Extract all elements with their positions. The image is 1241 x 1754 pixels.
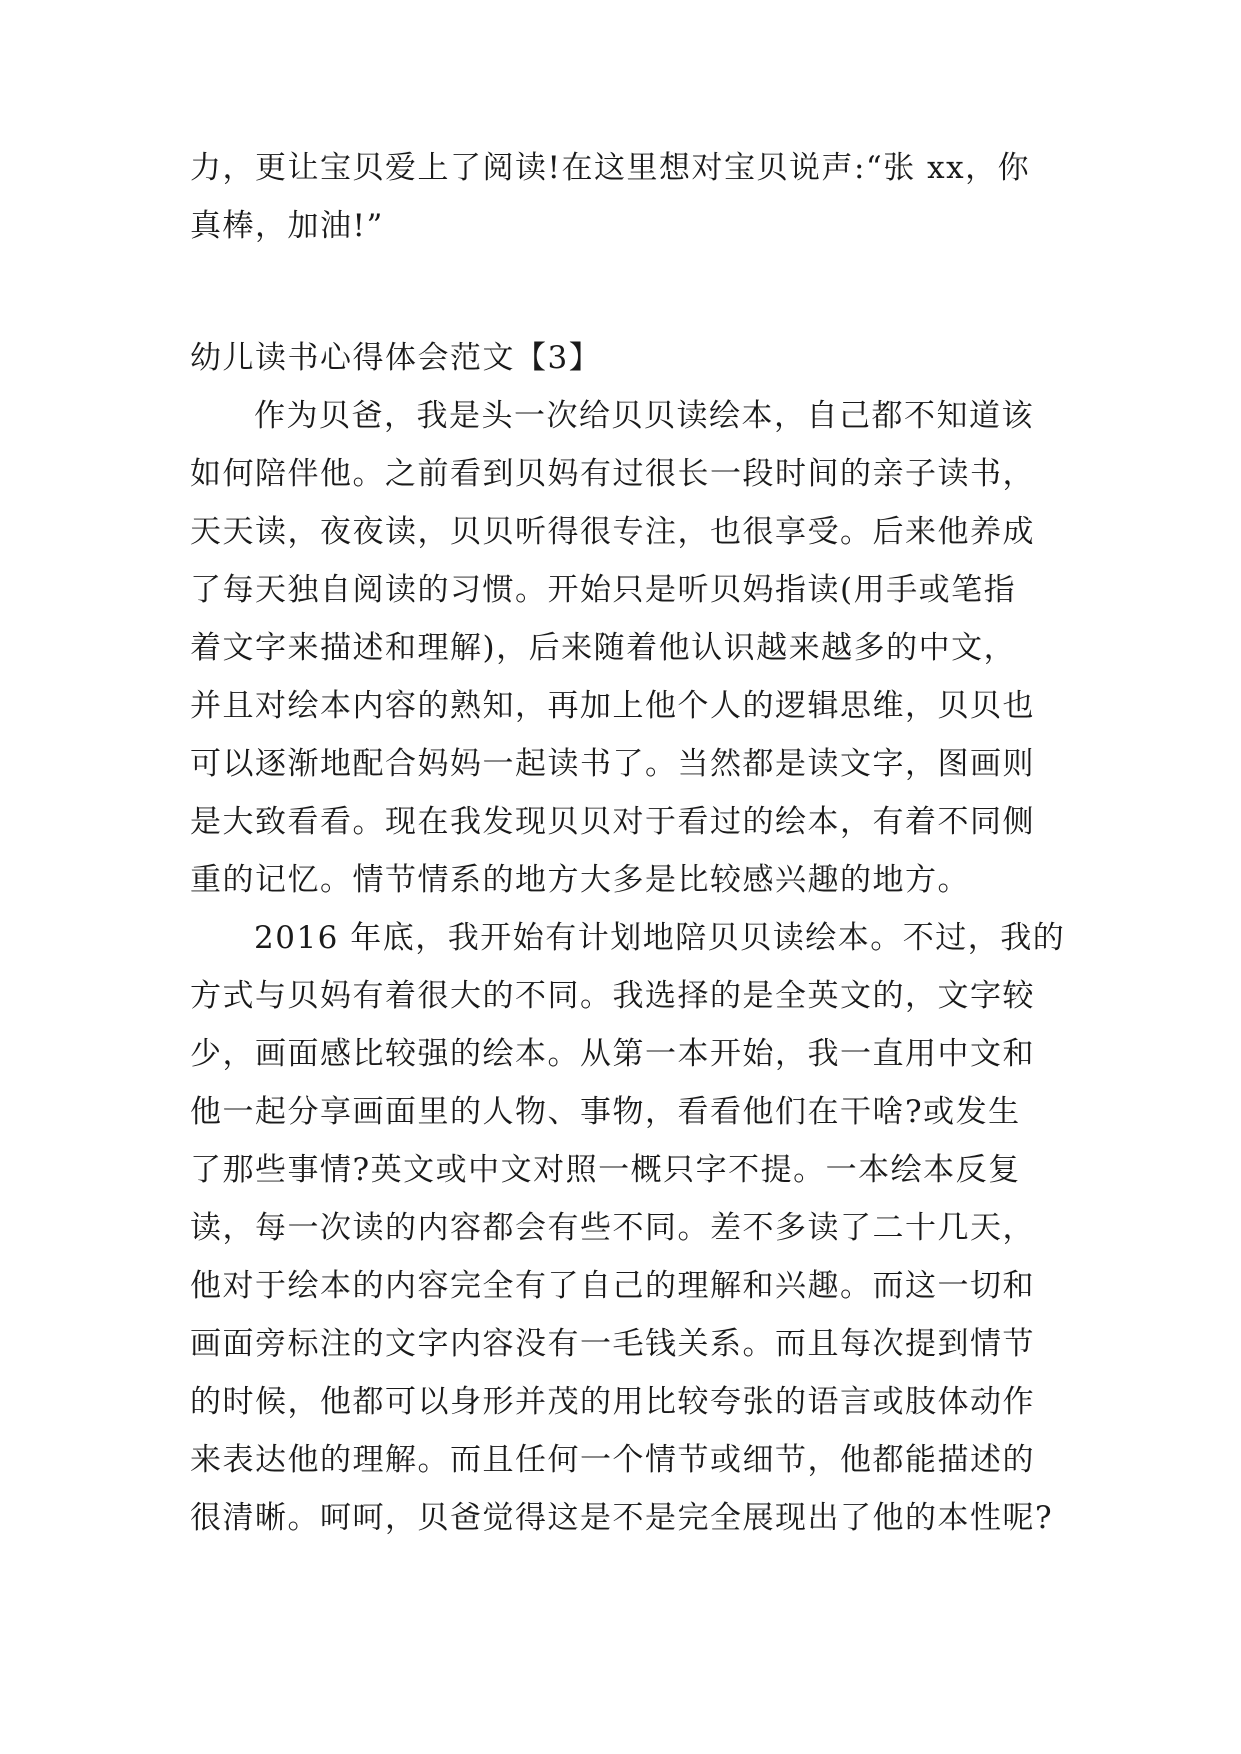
paragraph1-line-9: 重的记忆。情节情系的地方大多是比较感兴趣的地方。 — [190, 862, 970, 898]
section-heading: 幼儿读书心得体会范文【3】 — [190, 340, 602, 376]
paragraph1-line-5: 着文字来描述和理解)，后来随着他认识越来越多的中文， — [190, 630, 1017, 666]
paragraph2-line-6: 读，每一次读的内容都会有些不同。差不多读了二十几天， — [190, 1210, 1035, 1246]
paragraph1-line-8: 是大致看看。现在我发现贝贝对于看过的绘本，有着不同侧 — [190, 804, 1035, 840]
paragraph1-line-1: 作为贝爸，我是头一次给贝贝读绘本，自己都不知道该 — [254, 398, 1034, 434]
intro-line-1: 力，更让宝贝爱上了阅读!在这里想对宝贝说声:“张 xx，你 — [190, 150, 1031, 186]
paragraph1-line-4: 了每天独自阅读的习惯。开始只是听贝妈指读(用手或笔指 — [190, 572, 1017, 608]
paragraph1-line-3: 天天读，夜夜读，贝贝听得很专注，也很享受。后来他养成 — [190, 514, 1035, 550]
paragraph1-line-2: 如何陪伴他。之前看到贝妈有过很长一段时间的亲子读书， — [190, 456, 1035, 492]
paragraph2-line-9: 的时候，他都可以身形并茂的用比较夸张的语言或肢体动作 — [190, 1384, 1035, 1420]
paragraph2-line-10: 来表达他的理解。而且任何一个情节或细节，他都能描述的 — [190, 1442, 1035, 1478]
paragraph2-line-4: 他一起分享画面里的人物、事物，看看他们在干啥?或发生 — [190, 1094, 1021, 1130]
paragraph2-line-2: 方式与贝妈有着很大的不同。我选择的是全英文的，文字较 — [190, 978, 1035, 1014]
paragraph2-line-3: 少，画面感比较强的绘本。从第一本开始，我一直用中文和 — [190, 1036, 1035, 1072]
paragraph2-line-11: 很清晰。呵呵，贝爸觉得这是不是完全展现出了他的本性呢? — [190, 1500, 1054, 1536]
paragraph2-line-8: 画面旁标注的文字内容没有一毛钱关系。而且每次提到情节 — [190, 1326, 1035, 1362]
paragraph2-line-7: 他对于绘本的内容完全有了自己的理解和兴趣。而这一切和 — [190, 1268, 1035, 1304]
paragraph1-line-6: 并且对绘本内容的熟知，再加上他个人的逻辑思维，贝贝也 — [190, 688, 1035, 724]
paragraph1-line-7: 可以逐渐地配合妈妈一起读书了。当然都是读文字，图画则 — [190, 746, 1035, 782]
paragraph2-line-1: 2016 年底，我开始有计划地陪贝贝读绘本。不过，我的 — [254, 920, 1066, 956]
paragraph2-line-5: 了那些事情?英文或中文对照一概只字不提。一本绘本反复 — [190, 1152, 1021, 1188]
intro-line-2: 真棒，加油!” — [190, 208, 384, 244]
